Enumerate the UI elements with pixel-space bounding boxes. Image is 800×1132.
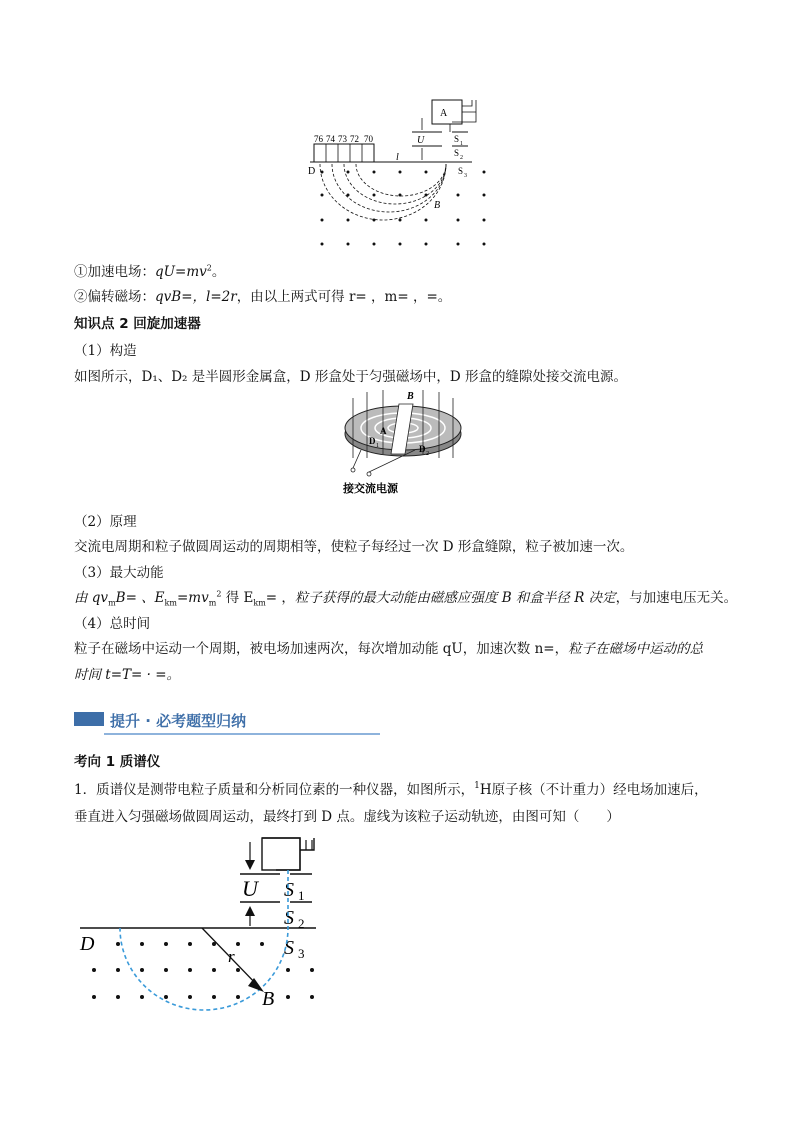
scale-label: 72 [350,134,359,144]
label-A: A [380,426,387,436]
knowledge-point-2-title: 知识点 2 回旋加速器 [74,316,201,332]
mass-spectrometer-figure-top [300,98,500,250]
banner-bar [74,712,104,726]
cyclotron-figure [335,388,475,500]
accel-field-line: ①加速电场：$qU=mv^2$。 [74,263,226,280]
svg-text:3: 3 [298,946,305,961]
svg-text:1: 1 [298,888,305,903]
section-4-text-cont: 时间 t=T= · =。 [74,667,181,683]
section-banner: 提升 · 必考题型归纳 [110,712,247,730]
question-1-line-1: 1．质谱仪是测带电粒子质量和分析同位素的一种仪器，如图所示，$^1$H原子核（不计重力）经电场加速后， [74,781,708,798]
label-U: U [242,876,258,901]
label-S1: S [284,879,294,901]
label-S3: S [458,166,464,176]
label-D1: D [369,436,376,446]
label-U: U [417,135,425,146]
section-1-title: （1）构造 [74,343,137,359]
nuclide-symbol: H [479,782,492,798]
svg-text:2: 2 [460,155,463,161]
deflect-field-line: ②偏转磁场：qvB=，l=2r，由以上两式可得 r= ，m= ，=。 [74,289,452,305]
label-A: A [440,108,448,119]
svg-text:1: 1 [460,141,463,147]
label-D: D [308,166,316,177]
label-D2: D [419,444,426,454]
svg-text:2: 2 [298,916,305,931]
section-4-text: 粒子在磁场中运动一个周期，被电场加速两次，每次增加动能 qU，加速次数 n=，粒子在磁场中运动的总 [74,641,704,657]
section-4-title: （4）总时间 [74,616,151,632]
scale-label: 70 [364,134,373,144]
section-3-title: （3）最大动能 [74,565,164,581]
mass-spectrometer-figure-question [78,830,328,1020]
svg-text:3: 3 [464,173,467,179]
section-1-text: 如图所示，D₁、D₂ 是半圆形金属盒，D 形盒处于匀强磁场中，D 形盒的缝隙处接交流电源。 [74,369,627,385]
label-B: B [262,988,275,1010]
label-S2: S [454,148,460,158]
label-l: l [396,152,399,163]
section-2-title: （2）原理 [74,514,137,530]
label-B: B [434,200,441,211]
svg-text:1: 1 [376,443,379,449]
label-D: D [80,933,95,955]
question-1-line-2: 垂直进入匀强磁场做圆周运动，最终打到 D 点。虚线为该粒子运动轨迹，由图可知（ ） [74,809,620,825]
label-S3: S [284,937,294,959]
label-S1: S [454,134,460,144]
section-2-text: 交流电周期和粒子做圆周运动的周期相等，使粒子每经过一次 D 形盒缝隙，粒子被加速一次。 [74,539,634,555]
svg-text:2: 2 [426,451,429,457]
scale-label: 73 [338,134,347,144]
direction-1-title: 考向 1 质谱仪 [74,754,161,770]
scale-label: 76 [314,134,323,144]
figure-caption: 接交流电源 [343,483,398,495]
scale-label: 74 [326,134,335,144]
label-S2: S [284,907,294,929]
section-3-text: 由 $qv_mB=$ 、$E_{km}=mv_m^2$ 得 $E_{km}=$ ，粒子获得的最大动能由磁感应强度 B 和盒半径 R 决定，与加速电压无关。 [74,589,738,608]
banner-underline [104,733,380,735]
label-r: r [228,947,235,966]
label-B: B [407,391,414,402]
